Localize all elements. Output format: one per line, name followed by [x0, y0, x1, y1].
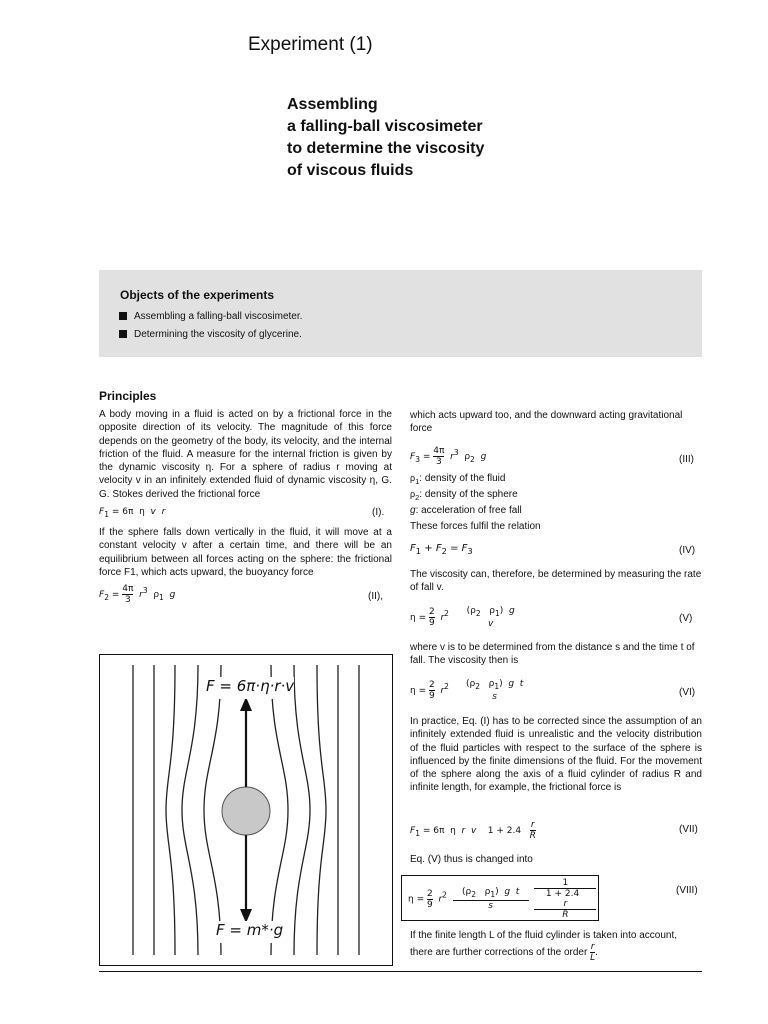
flow-lines-diagram — [100, 655, 392, 965]
ball-icon — [222, 787, 270, 835]
footer-divider — [99, 971, 702, 972]
equation-3: $F_3$ = $\frac{4\pi}{3}$ $r^3$ $\rho_2$ g — [410, 446, 487, 467]
objects-list — [119, 308, 302, 344]
equation-label: (VIII) — [676, 885, 698, 896]
principles-paragraph: where v is to be determined from the distance s and the time t of fall. The viscosity then is — [410, 642, 695, 667]
main-title-line: a falling-ball viscosimeter — [287, 118, 483, 135]
list-item: Assembling a falling-ball viscosimeter. — [119, 308, 302, 326]
equation-6: η = $\frac{2}{9}$ $r^2$ ($\rho_2$ $\rho_1$) g t s — [410, 679, 524, 702]
equation-4: $F_1 + F_2 = F_3$ — [410, 543, 473, 556]
gravity-force-label: F = m*·g — [216, 921, 284, 939]
density-definitions: $\rho_1$: density of the fluid $\rho_2$: density of the sphere g: acceleration of free fall — [410, 473, 522, 517]
principles-paragraph: If the finite length L of the fluid cylinder is taken into account, there are further corrections of the order $\frac{r}{L}$ . — [410, 930, 678, 964]
experiment-title: Experiment (1) — [248, 34, 373, 55]
list-item: Determining the viscosity of glycerine. — [119, 326, 302, 344]
principles-paragraph: In practice, Eq. (I) has to be corrected since the assumption of an infinitely extended fluid is unrealistic and the velocity distribution of the fluid particles with respect to the surface of the sphere is influenced by the finite dimensions of the fluid. For the movement of the sphere along the axis of a fluid cylinder of radius R and infinite length, for example, the frictional force is — [410, 716, 702, 794]
objects-box — [99, 270, 702, 357]
equation-8: η = $\frac{2}{9}$ $r^2$ $\frac{(\rho_2 \rho_1) g t}{s}$ 1 1 + 2.4 r R — [408, 878, 596, 920]
falling-ball-figure — [99, 654, 393, 966]
equation-label: (IV) — [679, 545, 696, 556]
equation-1: $F_1 = 6\pi$ η v r — [99, 507, 166, 519]
equation-label: (VII) — [679, 824, 698, 835]
equation-label: (I). — [372, 507, 385, 518]
principles-heading: Principles — [99, 389, 157, 403]
main-title-line: of viscous fluids — [287, 162, 414, 179]
bullet-square-icon — [119, 312, 127, 320]
friction-force-label: F = 6π·η·r·v — [206, 677, 295, 695]
main-title-line: Assembling — [287, 96, 378, 113]
principles-paragraph: These forces fulfil the relation — [410, 521, 541, 532]
main-title-line: to determine the viscosity — [287, 140, 485, 157]
equation-label: (II), — [368, 591, 383, 602]
equation-label: (VI) — [679, 687, 696, 698]
principles-paragraph: A body moving in a fluid is acted on by a frictional force in the opposite direction of its velocity. The magnitude of this force depends on the geometry of the body, its velocity, and the internal friction of the fluid. A measure for the internal friction is given by the dynamic viscosity η. For a sphere of radius r moving at velocity v in an infinitely extended fluid of dynamic viscosity η, G. G. Stokes derived the frictional force — [99, 409, 392, 500]
main-title — [287, 94, 484, 182]
equation-2: $F_2$ = $\frac{4\pi}{3}$ $r^3$ $\rho_1$ g — [99, 584, 176, 605]
principles-paragraph: Eq. (V) thus is changed into — [410, 854, 533, 865]
objects-heading: Objects of the experiments — [120, 288, 275, 302]
equation-label: (III) — [679, 454, 694, 465]
principles-paragraph: The viscosity can, therefore, be determined by measuring the rate of fall v. — [410, 569, 702, 594]
equation-label: (V) — [679, 613, 693, 624]
bullet-square-icon — [119, 330, 127, 338]
equation-7: $F_1 = 6\pi$ η r v 1 + 2.4 $\frac{r}{R}$ — [410, 820, 536, 841]
principles-paragraph: which acts upward too, and the downward acting gravitational force — [410, 410, 683, 435]
equation-5: η = $\frac{2}{9}$ $r^2$ ($\rho_2$ $\rho_1$) g v — [410, 606, 515, 629]
principles-paragraph: If the sphere falls down vertically in the fluid, it will move at a constant velocity v after a certain time, and there will be an equilibrium between all forces acting on the sphere: the frictional force F1, which acts upward, the buoyancy force — [99, 527, 392, 578]
